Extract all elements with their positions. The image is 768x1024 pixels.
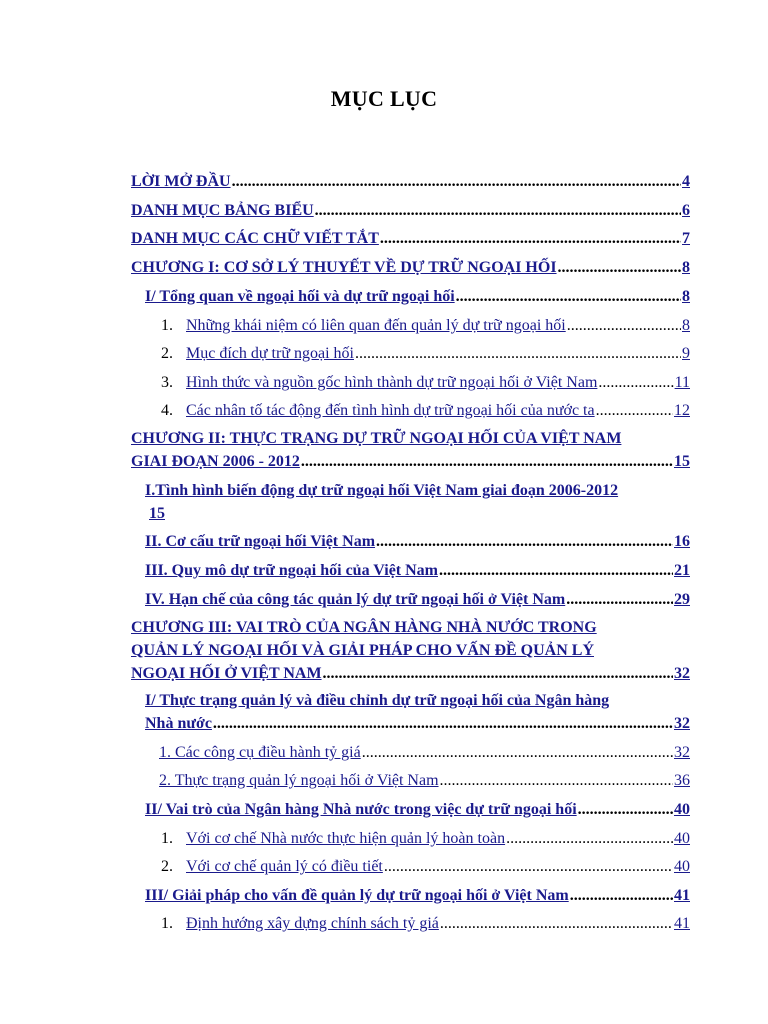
dot-leader xyxy=(456,285,681,308)
toc-page-number: 40 xyxy=(674,801,690,818)
toc-entry-subsection[interactable] xyxy=(186,371,690,394)
dot-leader xyxy=(440,769,673,792)
toc-page-number: 4 xyxy=(682,173,690,190)
toc-page-number: 15 xyxy=(674,453,690,470)
toc-entry-text: GIAI ĐOẠN 2006 - 2012 xyxy=(131,453,300,470)
dot-leader xyxy=(566,588,673,611)
toc-entry-text: Với cơ chế quản lý có điều tiết xyxy=(186,858,383,875)
dot-leader xyxy=(232,170,681,193)
dot-leader xyxy=(598,371,673,394)
dot-leader xyxy=(439,559,673,582)
toc-entry-section[interactable] xyxy=(145,285,690,308)
toc-entry-subsection[interactable] xyxy=(159,741,690,764)
toc-entry-section[interactable] xyxy=(145,798,690,821)
toc-entry-section[interactable] xyxy=(145,479,690,525)
toc-entry-text: II. Cơ cấu trữ ngoại hối Việt Nam xyxy=(145,533,376,550)
list-number: 1. xyxy=(161,830,173,847)
toc-entry-section[interactable] xyxy=(145,689,690,735)
toc-entry-text: I/ Tổng quan về ngoại hối và dự trữ ngoại hối xyxy=(145,288,455,305)
dot-leader xyxy=(376,530,673,553)
list-number: 3. xyxy=(161,374,173,391)
dot-leader xyxy=(213,712,673,735)
toc-page-number: 8 xyxy=(682,317,690,334)
toc-page-number: 11 xyxy=(674,374,690,391)
toc-entry-text: 1. Các công cụ điều hành tỷ giá xyxy=(159,744,361,761)
dot-leader xyxy=(440,912,673,935)
toc-entry-section[interactable] xyxy=(145,884,690,907)
toc-entry-text: Các nhân tố tác động đến tình hình dự trữ ngoại hối của nước ta xyxy=(186,402,595,419)
toc-page-number: 8 xyxy=(682,288,690,305)
dot-leader xyxy=(301,450,673,473)
toc-entry-text-line1: I/ Thực trạng quản lý và điều chỉnh dự trữ ngoại hối của Ngân hàng xyxy=(145,692,610,709)
toc-entry-text: II/ Vai trò của Ngân hàng Nhà nước trong việc dự trữ ngoại hối xyxy=(145,801,577,818)
toc-page-number: 21 xyxy=(674,562,690,579)
toc-entry-subsection[interactable] xyxy=(186,314,690,337)
toc-entry-text-line2: QUẢN LÝ NGOẠI HỐI VÀ GIẢI PHÁP CHO VẤN ĐỀ QUẢN LÝ xyxy=(131,642,594,659)
toc-entry-text: III. Quy mô dự trữ ngoại hối của Việt Nam xyxy=(145,562,438,579)
toc-page-number: 12 xyxy=(674,402,690,419)
toc-page-number: 32 xyxy=(674,744,690,761)
toc-entry-text: Định hướng xây dựng chính sách tỷ giá xyxy=(186,915,439,932)
toc-entry-text: NGOẠI HỐI Ở VIỆT NAM xyxy=(131,665,322,682)
toc-page-number: 40 xyxy=(674,830,690,847)
toc-entry-subsection[interactable] xyxy=(186,855,690,878)
toc-entry-chuong-1[interactable] xyxy=(131,256,690,279)
toc-page-number: 7 xyxy=(682,230,690,247)
toc-entry-text: DANH MỤC CÁC CHỮ VIẾT TẮT xyxy=(131,230,379,247)
dot-leader xyxy=(506,827,673,850)
toc-entry-text: Nhà nước xyxy=(145,715,212,732)
toc-entry-text-line1: CHƯƠNG II: THỰC TRẠNG DỰ TRỮ NGOẠI HỐI CỦA VIỆT NAM xyxy=(131,430,622,447)
toc-entry-text: Hình thức và nguồn gốc hình thành dự trữ ngoại hối ở Việt Nam xyxy=(186,374,598,391)
dot-leader xyxy=(567,314,681,337)
toc-entry-text: IV. Hạn chế của công tác quản lý dự trữ ngoại hối ở Việt Nam xyxy=(145,591,566,608)
toc-entry-subsection[interactable] xyxy=(159,769,690,792)
toc-page-number: 8 xyxy=(682,259,690,276)
toc-page-number: 16 xyxy=(674,533,690,550)
toc-entry-text-line1: I.Tình hình biến động dự trữ ngoại hối Việt Nam giai đoạn 2006-2012 xyxy=(145,482,619,499)
toc-page-number: 6 xyxy=(682,202,690,219)
toc-entry-chuong-3[interactable] xyxy=(131,616,690,685)
toc-page-number: 32 xyxy=(674,665,690,682)
dot-leader xyxy=(558,256,681,279)
toc-entry-section[interactable] xyxy=(145,559,690,582)
toc-entry-subsection[interactable] xyxy=(186,342,690,365)
toc-entry-text: DANH MỤC BẢNG BIỂU xyxy=(131,202,314,219)
toc-entry-subsection[interactable] xyxy=(186,912,690,935)
list-number: 1. xyxy=(161,317,173,334)
toc-entry-text: Với cơ chế Nhà nước thực hiện quản lý hoàn toàn xyxy=(186,830,506,847)
dot-leader xyxy=(380,227,681,250)
dot-leader xyxy=(315,199,681,222)
toc-page-number: 9 xyxy=(682,345,690,362)
dot-leader xyxy=(323,662,673,685)
toc-entry-text: Những khái niệm có liên quan đến quản lý dự trữ ngoại hối xyxy=(186,317,566,334)
toc-entry-chuong-2[interactable] xyxy=(131,427,690,473)
toc-entry-subsection[interactable] xyxy=(186,399,690,422)
toc-page-number: 41 xyxy=(674,887,690,904)
page-title: MỤC LỤC xyxy=(330,86,438,111)
dot-leader xyxy=(362,741,673,764)
toc-entry-text: 2. Thực trạng quản lý ngoại hối ở Việt Nam xyxy=(159,772,439,789)
toc-entry-text: CHƯƠNG I: CƠ SỞ LÝ THUYẾT VỀ DỰ TRỮ NGOẠI HỐI xyxy=(131,259,557,276)
toc-entry-danh-muc-bang-bieu[interactable] xyxy=(131,199,690,222)
dot-leader xyxy=(596,399,673,422)
toc-entry-section[interactable] xyxy=(145,530,690,553)
list-number: 2. xyxy=(161,858,173,875)
dot-leader xyxy=(578,798,673,821)
list-number: 1. xyxy=(161,915,173,932)
toc-page-number: 29 xyxy=(674,591,690,608)
list-number: 4. xyxy=(161,402,173,419)
toc-entry-subsection[interactable] xyxy=(186,827,690,850)
toc-entry-text-line1: CHƯƠNG III: VAI TRÒ CỦA NGÂN HÀNG NHÀ NƯỚC TRONG xyxy=(131,619,597,636)
dot-leader xyxy=(384,855,673,878)
dot-leader xyxy=(355,342,681,365)
toc-page-number: 32 xyxy=(674,715,690,732)
toc-page-number: 36 xyxy=(674,772,690,789)
toc-entry-text: Mục đích dự trữ ngoại hối xyxy=(186,345,354,362)
toc-entry-danh-muc-chu-viet-tat[interactable] xyxy=(131,227,690,250)
toc-page-number: 41 xyxy=(674,915,690,932)
toc-page-number: 40 xyxy=(674,858,690,875)
list-number: 2. xyxy=(161,345,173,362)
dot-leader xyxy=(570,884,673,907)
toc-entry-section[interactable] xyxy=(145,588,690,611)
toc-entry-text: III/ Giải pháp cho vấn đề quản lý dự trữ ngoại hối ở Việt Nam xyxy=(145,887,569,904)
toc-page-number: 15 xyxy=(149,505,165,522)
toc-entry-text: LỜI MỞ ĐẦU xyxy=(131,173,231,190)
toc-entry-loi-mo-dau[interactable] xyxy=(131,170,690,193)
